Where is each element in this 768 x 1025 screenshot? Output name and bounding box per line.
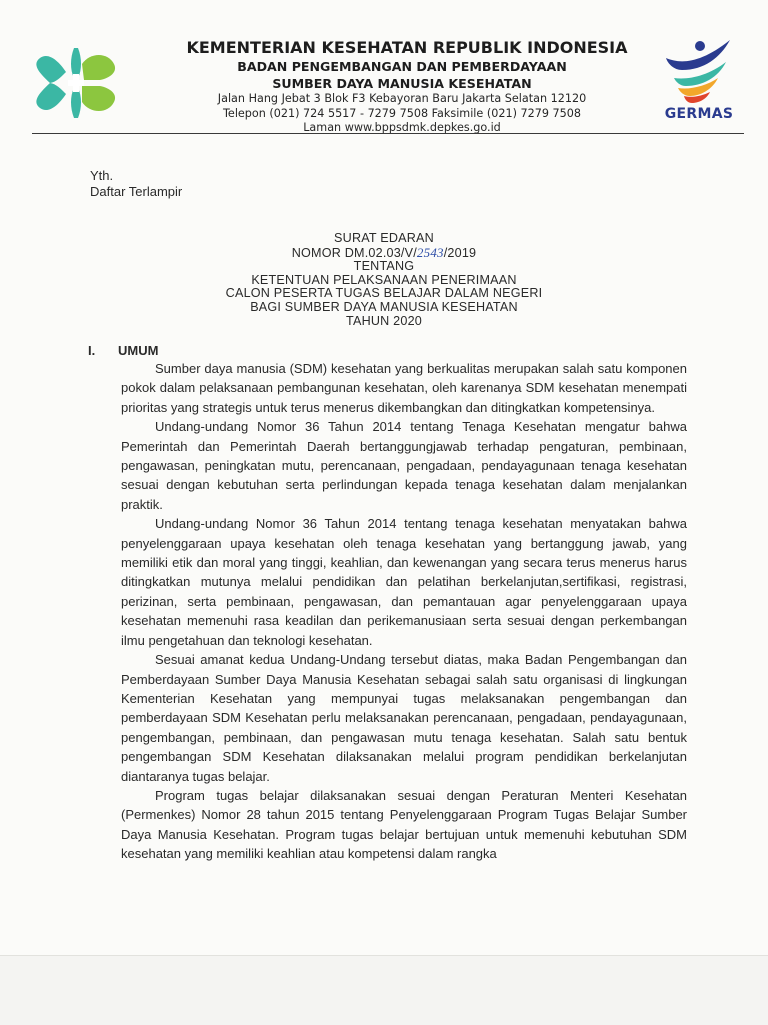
document-title	[0, 232, 768, 328]
title-line-2: CALON PESERTA TUGAS BELAJAR DALAM NEGERI	[225, 286, 543, 301]
paragraph: Undang-undang Nomor 36 Tahun 2014 tentang tenaga kesehatan menyatakan bahwa penyelenggaraan upaya kesehatan oleh tenaga kesehatan yang bertanggung jawab, yang memiliki etik dan moral yang tinggi, keahlian, dan kewenangan yang secara terus menerus harus ditingkatkan mutunya melalui pendidikan dan pelatihan berkelanjutan,sertifikasi, registrasi, perizinan, serta pembinaan, pengawasan, dan pemantauan agar penyelenggaraan upaya kesehatan memenuhi rasa keadilan dan perikemanusiaan serta sesuai dengan perkembangan ilmu pengetahuan dan teknologi kesehatan.	[121, 516, 687, 648]
germas-figure-icon	[660, 38, 738, 104]
title-line-3: BAGI SUMBER DAYA MANUSIA KESEHATAN	[250, 299, 518, 314]
paragraph: Sumber daya manusia (SDM) kesehatan yang berkualitas merupakan salah satu komponen pokok dalam pelaksanaan pembangunan kesehatan, oleh karenanya SDM kesehatan menempati prioritas yang strategis untuk terus menerus dikembangkan dan ditingkatkan kompetensinya.	[121, 361, 687, 415]
recipient-to: Daftar Terlampir	[90, 184, 183, 199]
recipient-block	[90, 168, 182, 200]
doc-type: SURAT EDARAN	[334, 231, 434, 245]
background-margin	[0, 956, 768, 1025]
handwritten-number: 2543	[416, 244, 444, 260]
agency-name-line2: SUMBER DAYA MANUSIA KESEHATAN	[272, 76, 532, 91]
paragraph: Program tugas belajar dilaksanakan sesuai dengan Peraturan Menteri Kesehatan (Permenkes) Nomor 28 tahun 2015 tentang Penyelenggaraan Program Tugas Belajar Sumber Daya Manusia Kesehatan. Program tugas belajar bertujuan untuk memenuhi kebutuhan SDM kesehatan yang memiliki keahlian atau kompetensi dalam rangka	[121, 787, 687, 862]
paragraph: Undang-undang Nomor 36 Tahun 2014 tentang Tenaga Kesehatan mengatur bahwa Pemerintah dan Pemerintah Daerah bertanggungjawab terhadap pengaturan, pembinaan, pengawasan, peningkatan mutu, perencanaan, pengadaan, pendayagunaan tenaga kesehatan sesuai dengan kebutuhan serta perlindungan kepada tenaga kesehatan dalam menjalankan praktik.	[121, 419, 687, 512]
title-line-4: TAHUN 2020	[346, 313, 422, 328]
kemenkes-logo-icon	[30, 42, 122, 124]
phone-fax: Telepon (021) 724 5517 - 7279 7508 Faksimile (021) 7279 7508	[223, 106, 581, 120]
doc-number: NOMOR DM.02.03/V/2543/2019	[291, 244, 477, 260]
website: Laman www.bppsdmk.depkes.go.id	[303, 121, 501, 134]
salutation: Yth.	[90, 168, 114, 183]
germas-logo	[660, 38, 738, 126]
letterhead	[128, 38, 658, 136]
title-line-1: KETENTUAN PELAKSANAAN PENERIMAAN	[251, 272, 517, 287]
germas-label: GERMAS	[664, 106, 734, 122]
paragraph: Sesuai amanat kedua Undang-Undang tersebut diatas, maka Badan Pengembangan dan Pemberdayaan Sumber Daya Manusia Kesehatan sebagai salah satu organisasi di lingkungan Kementerian Kesehatan yang mempunyai tugas melaksanakan pengembangan dan pemberdayaan SDM Kesehatan perlu melaksanakan perencanaan, pengadaan, pendayagunaan, pengembangan, pembinaan, dan pengawasan mutu tenaga kesehatan. Salah satu bentuk pengembangan SDM Kesehatan dilaksanakan melalui program pendidikan berkelanjutan diantaranya tugas belajar.	[121, 652, 687, 784]
section-number: I.	[88, 343, 96, 358]
ministry-name: KEMENTERIAN KESEHATAN REPUBLIK INDONESIA	[186, 38, 628, 57]
section-title: UMUM	[118, 343, 159, 358]
section-body	[121, 359, 687, 864]
doc-about: TENTANG	[353, 259, 415, 274]
address: Jalan Hang Jebat 3 Blok F3 Kebayoran Baru Jakarta Selatan 12120	[217, 92, 587, 105]
section-heading	[88, 343, 158, 358]
letterhead-rule	[32, 133, 744, 134]
agency-name-line1: BADAN PENGEMBANGAN DAN PEMBERDAYAAN	[237, 59, 567, 74]
